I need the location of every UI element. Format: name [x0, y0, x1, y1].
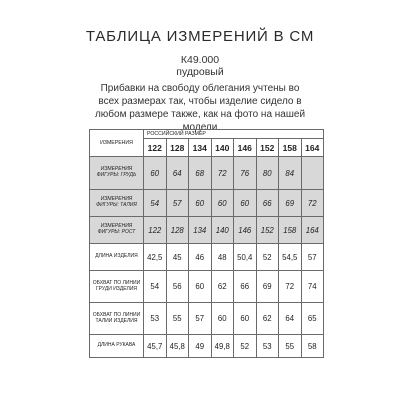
value-cell: 53 — [144, 303, 167, 335]
russian-size-header: РОССИЙСКИЙ РАЗМЕР — [144, 130, 324, 139]
value-cell: 60 — [234, 190, 257, 217]
row-label: ДЛИНА ИЗДЕЛИЯ — [90, 244, 144, 271]
value-cell: 60 — [211, 303, 234, 335]
row-label: ДЛИНА РУКАВА — [90, 335, 144, 358]
value-cell: 128 — [166, 217, 189, 244]
value-cell: 152 — [256, 217, 279, 244]
value-cell: 53 — [256, 335, 279, 358]
value-cell: 57 — [189, 303, 212, 335]
row-label: ОБХВАТ ПО ЛИНИИ ГРУДИ ИЗДЕЛИЯ — [90, 271, 144, 303]
row-label: ИЗМЕРЕНИЯ ФИГУРЫ: ГРУДЬ — [90, 157, 144, 190]
value-cell: 84 — [279, 157, 302, 190]
color-name: пудровый — [176, 66, 224, 78]
value-cell: 57 — [301, 244, 324, 271]
value-cell: 57 — [166, 190, 189, 217]
size-header-cell: 134 — [189, 139, 212, 157]
article-number: К49.000 — [180, 54, 220, 66]
value-cell: 164 — [301, 217, 324, 244]
value-cell: 80 — [256, 157, 279, 190]
value-cell: 54 — [144, 190, 167, 217]
value-cell: 45,7 — [144, 335, 167, 358]
table-row — [90, 271, 324, 303]
fit-note: Прибавки на свободу облегания учтены во всех размерах так, чтобы изделие сидело в любом размере также, как на фото на нашей модели — [94, 83, 306, 133]
size-table — [89, 129, 324, 358]
size-header-cell: 164 — [301, 139, 324, 157]
value-cell: 72 — [301, 190, 324, 217]
size-table-body — [90, 130, 324, 358]
value-cell: 66 — [234, 271, 257, 303]
table-row — [90, 190, 324, 217]
table-row — [90, 335, 324, 358]
size-header-cell: 146 — [234, 139, 257, 157]
value-cell: 62 — [211, 271, 234, 303]
value-cell: 45 — [166, 244, 189, 271]
value-cell: 42,5 — [144, 244, 167, 271]
value-cell: 140 — [211, 217, 234, 244]
value-cell: 49 — [189, 335, 212, 358]
value-cell: 64 — [166, 157, 189, 190]
value-cell: 146 — [234, 217, 257, 244]
size-header-cell: 122 — [144, 139, 167, 157]
value-cell: 76 — [234, 157, 257, 190]
value-cell: 158 — [279, 217, 302, 244]
value-cell: 49,8 — [211, 335, 234, 358]
value-cell: 122 — [144, 217, 167, 244]
value-cell: 54,5 — [279, 244, 302, 271]
value-cell: 46 — [189, 244, 212, 271]
value-cell: 48 — [211, 244, 234, 271]
value-cell: 45,8 — [166, 335, 189, 358]
value-cell: 56 — [166, 271, 189, 303]
value-cell: 66 — [256, 190, 279, 217]
row-label: ИЗМЕРЕНИЯ ФИГУРЫ: ТАЛИЯ — [90, 190, 144, 217]
size-header-cell: 158 — [279, 139, 302, 157]
measurements-header: ИЗМЕРЕНИЯ — [90, 130, 144, 157]
value-cell: 134 — [189, 217, 212, 244]
size-header-cell: 140 — [211, 139, 234, 157]
value-cell: 58 — [301, 335, 324, 358]
value-cell: 60 — [234, 303, 257, 335]
value-cell: 60 — [189, 190, 212, 217]
table-row — [90, 303, 324, 335]
row-label: ИЗМЕРЕНИЯ ФИГУРЫ: РОСТ — [90, 217, 144, 244]
table-row — [90, 217, 324, 244]
value-cell: 62 — [256, 303, 279, 335]
size-header-cell: 128 — [166, 139, 189, 157]
value-cell: 54 — [144, 271, 167, 303]
value-cell: 52 — [234, 335, 257, 358]
value-cell: 55 — [166, 303, 189, 335]
value-cell: 68 — [189, 157, 212, 190]
table-row — [90, 157, 324, 190]
value-cell: 52 — [256, 244, 279, 271]
value-cell — [301, 157, 324, 190]
row-label: ОБХВАТ ПО ЛИНИИ ТАЛИИ ИЗДЕЛИЯ — [90, 303, 144, 335]
value-cell: 69 — [256, 271, 279, 303]
value-cell: 69 — [279, 190, 302, 217]
value-cell: 72 — [279, 271, 302, 303]
value-cell: 65 — [301, 303, 324, 335]
page-title: ТАБЛИЦА ИЗМЕРЕНИЙ В СМ — [85, 28, 315, 45]
value-cell: 64 — [279, 303, 302, 335]
value-cell: 74 — [301, 271, 324, 303]
value-cell: 72 — [211, 157, 234, 190]
value-cell: 60 — [189, 271, 212, 303]
value-cell: 55 — [279, 335, 302, 358]
value-cell: 60 — [211, 190, 234, 217]
size-header-cell: 152 — [256, 139, 279, 157]
table-header-row — [90, 130, 324, 139]
value-cell: 50,4 — [234, 244, 257, 271]
table-row — [90, 244, 324, 271]
value-cell: 60 — [144, 157, 167, 190]
